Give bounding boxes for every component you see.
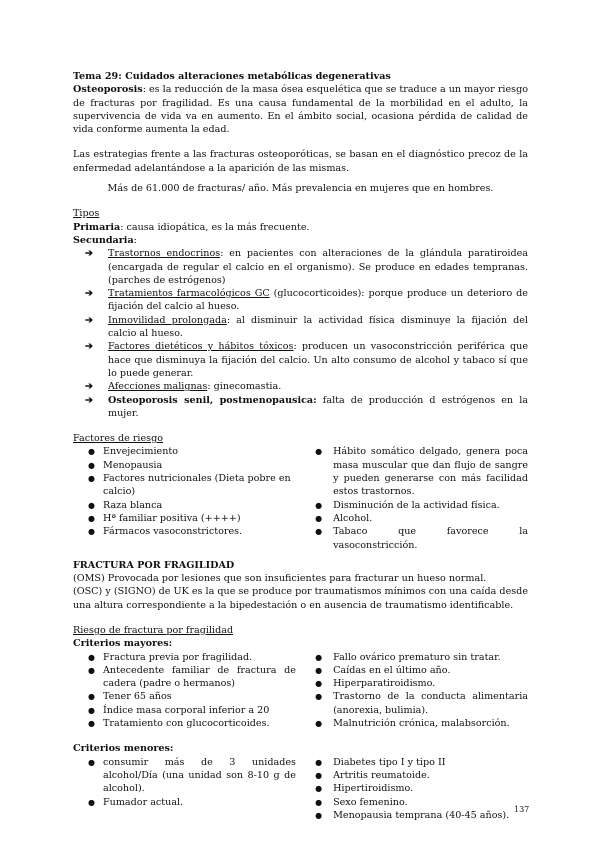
list-item: ● Malnutrición crónica, malabsorción.	[315, 718, 510, 730]
list-item: ● Menopausia temprana (40-45 años).	[315, 809, 510, 821]
list-item: ● Menopausia	[88, 459, 163, 471]
bullet-icon: ●	[315, 652, 323, 662]
list-item: ➔ Tratamientos farmacológicos GC (glucocorticoides): porque produce un deterioro de fijación del calcio al hueso.	[85, 288, 528, 313]
bullet-icon: ●	[88, 692, 95, 702]
list-item: ● Fumador actual.	[88, 796, 184, 808]
bullet-icon: ●	[315, 679, 323, 689]
bullet-icon: ●	[315, 665, 323, 675]
fractura-oms: (OMS) Provocada por lesiones que son insuficientes para fracturar un hueso normal.	[73, 573, 487, 585]
list-item: ● Caídas en el último año.	[315, 664, 451, 676]
list-item: ➔ Inmovilidad prolongada: al disminuir la actividad física disminuye la fijación del calcio al hueso.	[85, 314, 528, 340]
list-item: ➔ Trastornos endocrinos: en pacientes con alteraciones de la glándula paratiroidea (encargada de regular el calcio en el organismo). Se produce en edades tempranas. (parches de estrógenos)	[85, 248, 528, 286]
intro-text: : es la reducción de la masa ósea esquelética que se traduce a un mayor riesgo de fracturas por fragilidad. Es una causa fundamental de la morbilidad en el adulto, la supervivencia de vida va en aumento. En el ámbito social, ocasiona pérdida de calidad de vida conforme aumenta la edad.	[73, 84, 528, 136]
bullet-icon: ●	[88, 460, 95, 470]
bullet-icon: ●	[88, 652, 95, 662]
list-item: ● Trastorno de la conducta alimentaria (anorexia, bulimia).	[315, 691, 528, 716]
menores-label: Criterios menores:	[73, 743, 174, 755]
list-item: ● Hipertiroidismo.	[315, 783, 414, 795]
bullet-icon: ●	[315, 770, 323, 780]
factores-left-list	[73, 445, 296, 551]
bullet-icon: ●	[88, 797, 95, 807]
bullet-icon: ●	[315, 784, 323, 794]
secundaria-line	[73, 234, 528, 247]
bullet-icon: ●	[88, 474, 95, 484]
list-item: ● Fármacos vasoconstrictores.	[88, 526, 243, 538]
list-item: ● Tabaco que favorece la vasoconstricción.	[315, 526, 528, 551]
bullet-icon: ●	[88, 705, 95, 715]
bullet-icon: ●	[88, 665, 95, 675]
mayores-label: Criterios mayores:	[73, 638, 173, 650]
factores-heading: Factores de riesgo	[73, 433, 164, 445]
page-number: 137	[514, 805, 530, 814]
list-item: ● Envejecimiento	[88, 446, 179, 458]
primaria-label: Primaria	[73, 221, 121, 233]
menores-left-list	[73, 756, 296, 822]
bullet-icon: ●	[315, 719, 323, 729]
list-item: ● Factores nutricionales (Dieta pobre en calcio)	[88, 473, 291, 498]
arrow-icon: ➔	[85, 314, 94, 326]
mayores-columns	[73, 651, 528, 731]
list-item: ● Tratamiento con glucocorticoides.	[88, 718, 270, 730]
intro-term: Osteoporosis	[73, 84, 143, 96]
bullet-icon: ●	[88, 500, 95, 510]
list-item: ➔ Afecciones malignas: ginecomastia.	[85, 381, 282, 393]
list-item: ● Diabetes tipo I y tipo II	[315, 756, 446, 768]
menores-columns	[73, 756, 528, 822]
bullet-icon: ●	[315, 447, 323, 457]
bullet-icon: ●	[88, 527, 95, 537]
secundaria-label: Secundaria	[73, 234, 134, 246]
arrow-icon: ➔	[85, 394, 94, 406]
menores-right-list	[305, 756, 528, 822]
list-item: ● Disminución de la actividad física.	[315, 499, 500, 511]
bullet-icon: ●	[315, 500, 323, 510]
list-item: ● Índice masa corporal inferior a 20	[88, 704, 270, 716]
list-item: ● Fractura previa por fragilidad.	[88, 651, 253, 663]
secundaria-colon: :	[133, 234, 137, 246]
list-item: ➔ Osteoporosis senil, postmenopausica: falta de producción d estrógenos en la mujer.	[85, 394, 528, 419]
list-item: ● Fallo ovárico prematuro sin tratar.	[315, 651, 501, 663]
arrow-icon: ➔	[85, 288, 94, 300]
list-item: ● consumir más de 3 unidades alcohol/Día (una unidad son 8-10 g de alcohol).	[88, 756, 296, 795]
fractura-heading: FRACTURA POR FRAGILIDAD	[73, 559, 235, 571]
bullet-icon: ●	[315, 513, 323, 523]
bullet-icon: ●	[88, 447, 95, 457]
bullet-icon: ●	[315, 692, 323, 702]
arrow-icon: ➔	[85, 381, 94, 393]
secundaria-list	[73, 247, 528, 420]
strategies-paragraph: Las estrategias frente a las fracturas osteoporóticas, se basan en el diagnóstico precoz de la enfermedad adelantándose a la aparición de las mismas.	[73, 149, 528, 174]
mayores-right-list	[305, 651, 528, 731]
page-title: Tema 29: Cuidados alteraciones metabólicas degenerativas	[73, 71, 391, 82]
list-item: ● Sexo femenino.	[315, 796, 408, 808]
arrow-icon: ➔	[85, 248, 94, 260]
list-item: ➔ Factores dietéticos y hábitos tóxicos: producen un vasoconstricción periférica que hace que disminuya la fijación del calcio. Un alto consumo de alcohol y tabaco sí que lo puede generar.	[85, 341, 528, 379]
bullet-icon: ●	[315, 810, 323, 820]
bullet-icon: ●	[88, 757, 95, 767]
list-item: ● Hiperparatiroidismo.	[315, 678, 436, 690]
intro-paragraph	[73, 83, 528, 136]
tipos-heading: Tipos	[73, 208, 100, 220]
bullet-icon: ●	[315, 797, 323, 807]
bullet-icon: ●	[315, 757, 323, 767]
arrow-icon: ➔	[85, 341, 94, 353]
list-item: ● Hábito somático delgado, genera poca masa muscular que dan flujo de sangre y pueden generarse con más facilidad estos trastornos.	[315, 446, 528, 498]
list-item: ● Artritis reumatoide.	[315, 769, 430, 781]
mayores-left-list	[73, 651, 296, 731]
factores-right-list	[305, 445, 528, 551]
riesgo-heading: Riesgo de fractura por fragilidad	[73, 624, 234, 636]
bullet-icon: ●	[88, 513, 95, 523]
document-page	[73, 70, 528, 822]
list-item: ● Raza blanca	[88, 499, 163, 511]
list-item: ● Antecedente familiar de fractura de cadera (padre o hermanos)	[88, 664, 296, 690]
stat-line: Más de 61.000 de fracturas/ año. Más prevalencia en mujeres que en hombres.	[107, 183, 494, 195]
bullet-icon: ●	[88, 719, 95, 729]
fractura-osc: (OSC) y (SIGNO) de UK es la que se produce por traumatismos mínimos con una caída desde una altura correspondiente a la bipedestación o en ausencia de traumatismo identificable.	[73, 586, 528, 611]
list-item: ● Hª familiar positiva (++++)	[88, 512, 241, 524]
factores-columns	[73, 445, 528, 551]
bullet-icon: ●	[315, 527, 323, 537]
list-item: ● Alcohol.	[315, 512, 373, 524]
list-item: ● Tener 65 años	[88, 691, 172, 703]
primaria-text: : causa idiopática, es la más frecuente.	[120, 221, 310, 233]
primaria-line	[73, 221, 528, 234]
